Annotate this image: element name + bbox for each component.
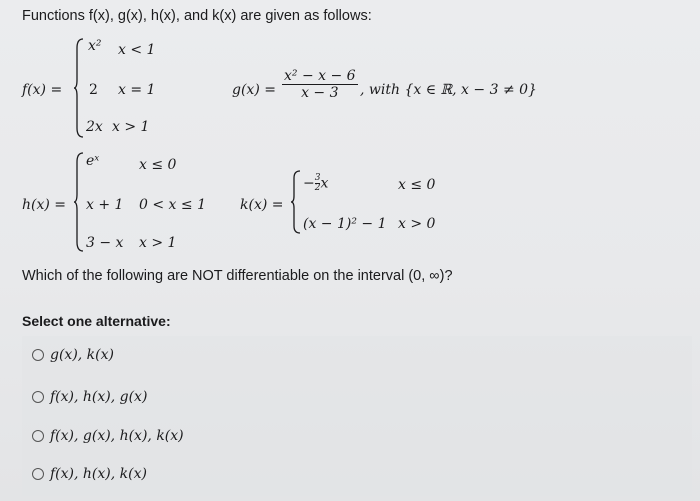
option-label: g(x), k(x) — [50, 347, 114, 363]
k-left-brace — [291, 170, 301, 234]
h-case1-cond: x ≤ 0 — [139, 157, 177, 173]
g-fraction — [282, 68, 358, 101]
option-label: f(x), h(x), g(x) — [50, 389, 148, 405]
k-case2-cond: x > 0 — [398, 216, 436, 232]
h-case3-cond: x > 1 — [139, 235, 177, 251]
option-4[interactable] — [32, 466, 147, 482]
g-domain: , with {x ∈ ℝ, x − 3 ≠ 0} — [360, 82, 537, 98]
f-case1-expr: x² — [88, 38, 102, 54]
radio-button[interactable] — [32, 391, 44, 403]
question-text: Which of the following are NOT differentiable on the interval (0, ∞)? — [22, 268, 453, 284]
f-case1-cond: x < 1 — [118, 42, 156, 58]
f-case3-cond: x > 1 — [112, 119, 150, 135]
h-function-name: h(x) = — [22, 197, 67, 213]
g-denominator: x − 3 — [301, 85, 339, 101]
h-case3-expr: 3 − x — [86, 235, 124, 251]
f-case2-cond: x = 1 — [118, 82, 156, 98]
f-case2-expr: 2 — [89, 82, 98, 98]
k-case1-minus: − — [303, 175, 315, 192]
option-3[interactable] — [32, 428, 184, 444]
option-label: f(x), g(x), h(x), k(x) — [50, 428, 184, 444]
k-case2-expr: (x − 1)² − 1 — [303, 216, 387, 232]
radio-button[interactable] — [32, 349, 44, 361]
g-numerator: x² − x − 6 — [284, 68, 356, 84]
g-function-name: g(x) = — [232, 82, 276, 98]
select-label: Select one alternative: — [22, 313, 171, 329]
option-1[interactable] — [32, 347, 114, 363]
h-case1-expr: eˣ — [86, 153, 100, 169]
option-2[interactable] — [32, 389, 147, 405]
h-case2-expr: x + 1 — [86, 197, 124, 213]
h-left-brace — [74, 152, 84, 252]
k-case1-frac-num: 3 — [314, 173, 321, 183]
radio-button[interactable] — [32, 468, 44, 480]
h-case2-cond: 0 < x ≤ 1 — [139, 197, 206, 213]
k-case1-var: x — [320, 175, 329, 192]
k-function-name: k(x) = — [240, 197, 284, 213]
k-case1-cond: x ≤ 0 — [398, 177, 436, 193]
f-case3-expr: 2x — [86, 119, 103, 135]
f-function-name: f(x) = — [22, 82, 63, 98]
intro-text: Functions f(x), g(x), h(x), and k(x) are given as follows: — [22, 8, 372, 24]
radio-button[interactable] — [32, 430, 44, 442]
k-case1-frac-den: 2 — [314, 183, 321, 193]
option-label: f(x), h(x), k(x) — [50, 466, 147, 482]
f-left-brace — [74, 38, 84, 138]
k-case1-expr — [303, 174, 328, 193]
